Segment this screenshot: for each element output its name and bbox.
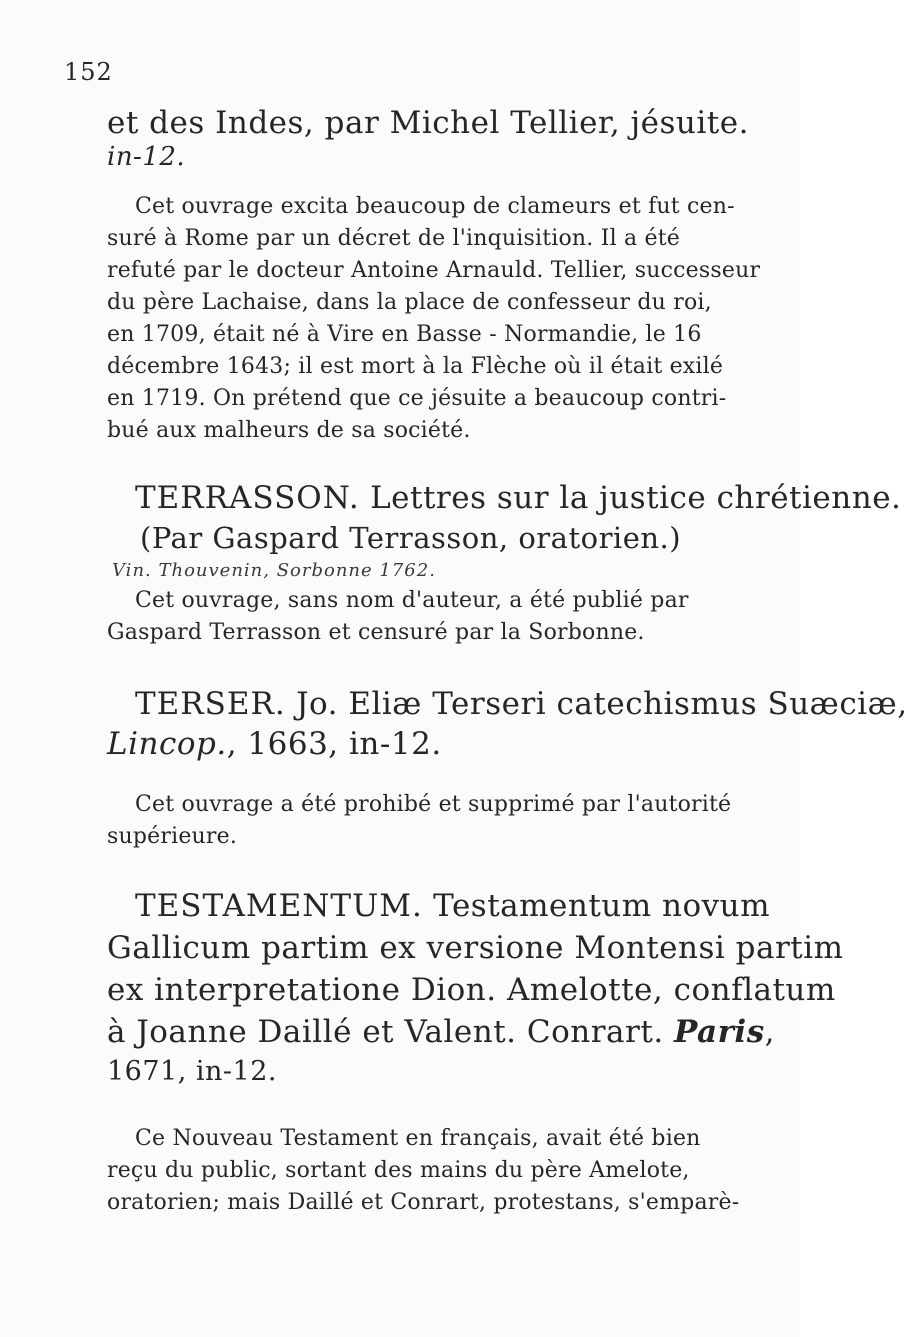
entry-prev-heading: et des Indes, par Michel Tellier, jésuite. <box>107 105 749 141</box>
note-prev-line-4: du père Lachaise, dans la place de confesseur du roi, <box>107 290 712 315</box>
entry-testamentum-title-4: à Joanne Daillé et Valent. Conrart. Paris, <box>107 1014 776 1050</box>
entry-testamentum-heading <box>135 888 770 924</box>
note-terser-line-2: supérieure. <box>107 824 238 849</box>
note-testamentum-line-2: reçu du public, sortant des mains du père Amelote, <box>107 1158 690 1183</box>
entry-testamentum-place: Paris <box>674 1014 765 1050</box>
entry-testamentum-title-1: Testamentum novum <box>433 888 771 924</box>
note-prev-line-3: refuté par le docteur Antoine Arnauld. Tellier, successeur <box>107 258 761 283</box>
page-number: 152 <box>64 58 113 86</box>
entry-terser-imprint <box>107 726 442 762</box>
note-terrasson-line-2: Gaspard Terrasson et censuré par la Sorbonne. <box>107 620 645 645</box>
entry-terrasson-author: (Par Gaspard Terrasson, oratorien.) <box>140 521 682 555</box>
entry-terser-place: Lincop. <box>107 726 227 762</box>
note-prev-line-5: en 1709, était né à Vire en Basse - Normandie, le 16 <box>107 322 702 347</box>
entry-terrasson-name: TERRASSON. <box>135 480 360 516</box>
note-prev-line-6: décembre 1643; il est mort à la Flèche où il était exilé <box>107 354 724 379</box>
entry-terser-heading <box>135 686 908 722</box>
note-prev-line-2: suré à Rome par un décret de l'inquisition. Il a été <box>107 226 681 251</box>
note-prev-line-8: bué aux malheurs de sa société. <box>107 418 471 443</box>
note-terrasson-line-1: Cet ouvrage, sans nom d'auteur, a été publié par <box>135 588 689 613</box>
entry-testamentum-name: TESTAMENTUM. <box>135 888 423 924</box>
entry-testamentum-title-2: Gallicum partim ex versione Montensi partim <box>107 930 844 966</box>
handwritten-annotation: Vin. Thouvenin, Sorbonne 1762. <box>112 560 436 581</box>
entry-terser-year-format: , 1663, in-12. <box>226 726 442 762</box>
entry-terrasson-heading <box>135 480 901 516</box>
entry-testamentum-title-3: ex interpretatione Dion. Amelotte, conflatum <box>107 972 836 1008</box>
note-testamentum-line-1: Ce Nouveau Testament en français, avait été bien <box>135 1126 701 1151</box>
note-terser-line-1: Cet ouvrage a été prohibé et supprimé par l'autorité <box>135 792 732 817</box>
entry-terrasson-title: Lettres sur la justice chrétienne. <box>370 480 902 516</box>
entry-terser-title: Jo. Eliæ Terseri catechismus Suæciæ, <box>296 686 908 722</box>
note-prev-line-7: en 1719. On prétend que ce jésuite a beaucoup contri- <box>107 386 727 411</box>
entry-testamentum-title-4-text: à Joanne Daillé et Valent. Conrart. <box>107 1014 664 1050</box>
entry-terser-name: TERSER. <box>135 686 286 722</box>
entry-testamentum-year-format: 1671, in-12. <box>107 1056 277 1087</box>
note-prev-line-1: Cet ouvrage excita beaucoup de clameurs et fut cen- <box>135 194 735 219</box>
entry-prev-format: in-12. <box>107 142 186 172</box>
note-testamentum-line-3: oratorien; mais Daillé et Conrart, protestans, s'emparè- <box>107 1190 740 1215</box>
